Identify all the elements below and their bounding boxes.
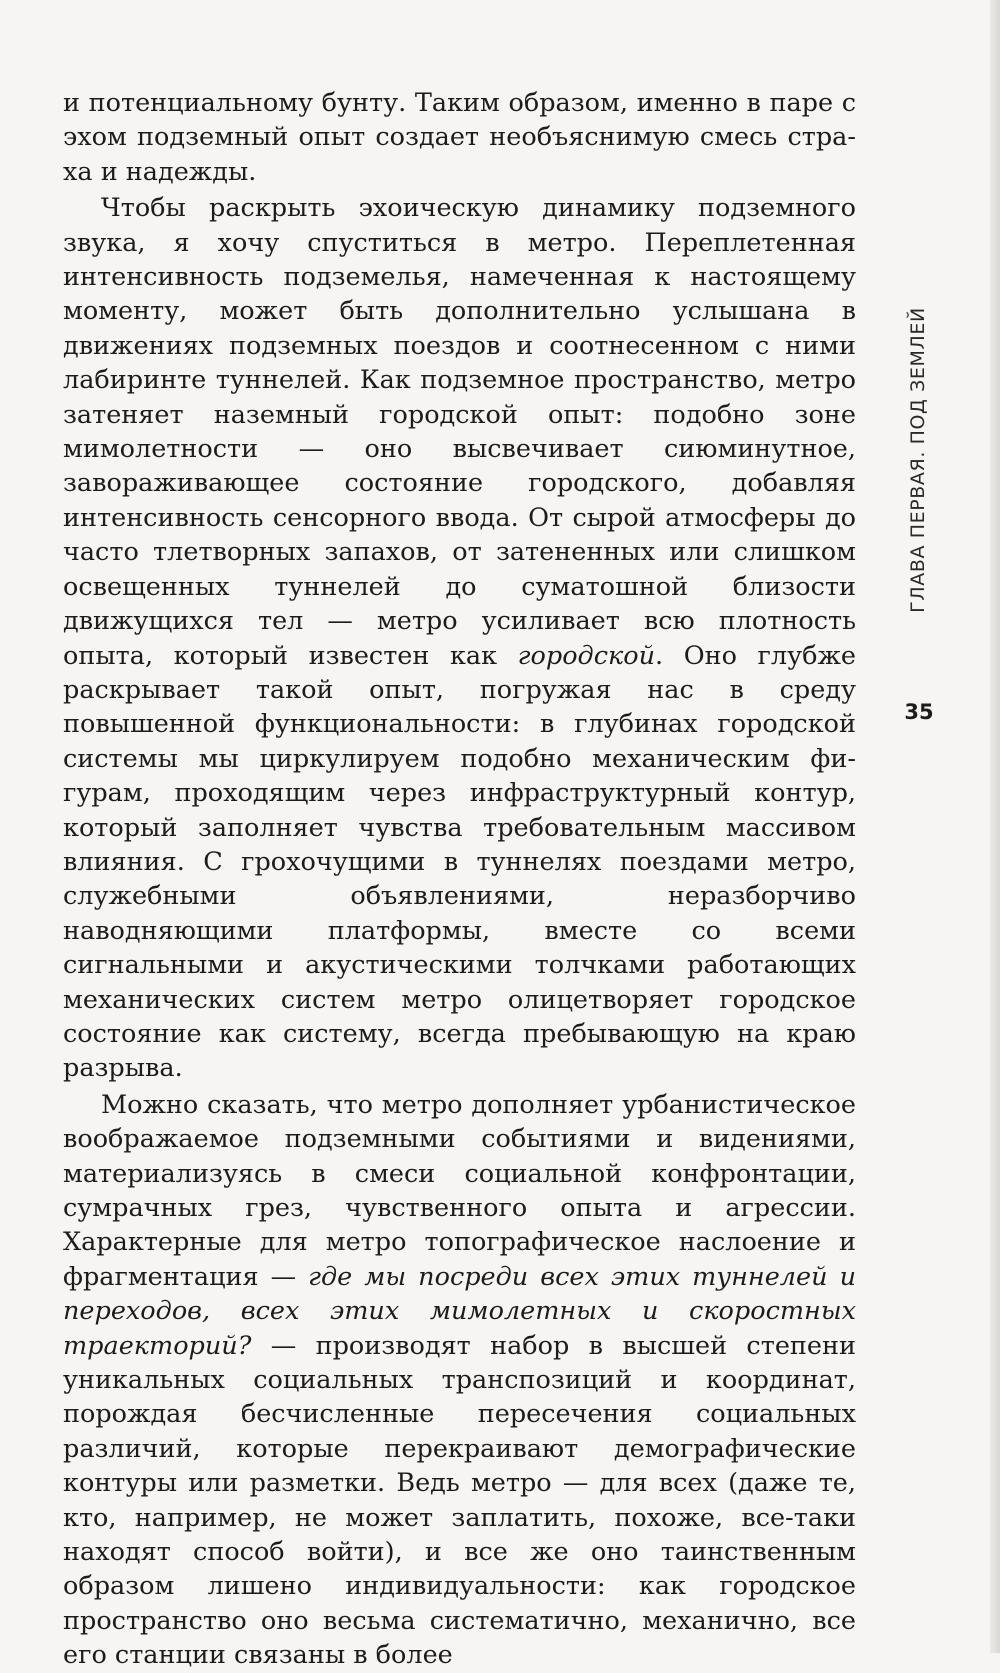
running-header-text: ГЛАВА ПЕРВАЯ. ПОД ЗЕМЛЕЙ: [907, 307, 929, 613]
text-segment: и потенциальному бунту. Таким образом, именно в паре с эхом подземный опыт создает необъяснимую смесь страха и надежды.: [63, 88, 856, 187]
text-segment: . Оно глубже раскрывает такой опыт, погружая нас в среду повышенной функциональности: в глубинах городской системы мы циркулируем подобно механическим фигурам, проходящим через инфраструктурный контур, который заполняет чувства требовательным массивом влияния. С грохочущими в туннелях поездами метро, служебными объявлениями, неразборчиво наводняющими платформы, вместе со всеми сигнальными и акустическими толчками работающих механических систем метро олицетворяет городское состояние как систему, всегда пребывающую на краю разрыва.: [63, 640, 856, 1084]
text-segment: Чтобы раскрыть эхоическую динамику подземного звука, я хочу спуститься в метро. Переплетенная интенсивность подземелья, намеченная к настоящему моменту, может быть дополнительно услышана в движениях подземных поездов и соотнесенном с ними лабиринте туннелей. Как подземное пространство, метро затеняет наземный городской опыт: подобно зоне мимолетности — оно высвечивает сиюминутное, завораживающее состояние городского, добавляя интенсивность сенсорного ввода. От сырой атмосферы до часто тлетворных запахов, от затененных или слишком освещенных туннелей до суматошной близости движущихся тел — метро усиливает всю плотность опыта, который известен как: [63, 193, 856, 671]
italic-text: где мы посреди всех этих туннелей и переходов, всех этих мимолетных и скоростных траекторий?: [63, 1261, 856, 1361]
paragraph: [63, 1088, 856, 1673]
page-edge: [990, 0, 1000, 1653]
body-text: [63, 86, 856, 1673]
paragraph: [63, 191, 856, 1086]
page-number: 35: [904, 700, 934, 724]
text-segment: — производят набор в высшей степени уникальных социальных транспозиций и координат, порождая бесчисленные пересечения социальных различий, которые перекраивают демографические контуры или разметки. Ведь метро — для всех (даже те, кто, например, не может заплатить, похоже, все-таки находят способ войти), и все же оно таинственным образом лишено индивидуальности: как городское пространство оно весьма систематично, механично, все его станции связаны в более: [63, 1330, 856, 1671]
text-segment: Можно сказать, что метро дополняет урбанистическое воображаемое подземными событиями и видениями, материализуясь в смеси социальной конфронтации, сумрачных грез, чувственного опыта и агрессии. Характерные для метро топографическое наслоение и фрагментация —: [63, 1089, 856, 1292]
paragraph: [63, 86, 856, 189]
italic-text: городской: [517, 640, 656, 671]
